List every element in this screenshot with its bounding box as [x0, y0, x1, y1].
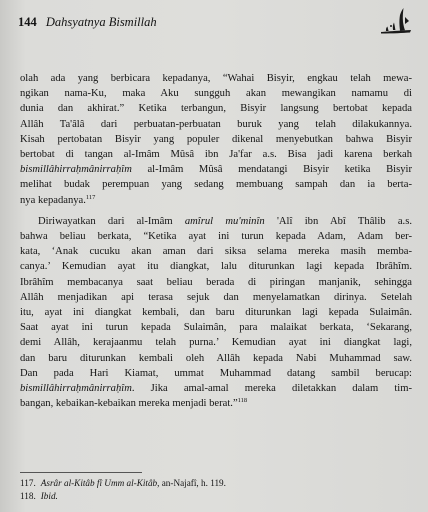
page-header — [18, 15, 157, 30]
text-line: olah ada yang berbicara kepadanya, “Wahai Bisyir, engkau telah mewa- — [20, 73, 412, 84]
body-text — [20, 71, 412, 411]
text-line: demi Allâh, kerajaanmu telah purna.’ Kemudian ayat ini diangkat lagi, — [20, 337, 412, 349]
text-line — [20, 214, 412, 229]
footnote-source: Asrâr al-Kitâb fî Umm al-Kitâb — [40, 478, 158, 488]
footnote — [20, 490, 400, 503]
text-fragment: . Jika amal-amal mereka diletakkan dalam tim- — [131, 383, 412, 395]
text-line — [20, 381, 412, 396]
text-line: dan baru diturunkan kembali oleh Allâh kepada Nabi Muhammad saw. — [20, 352, 412, 364]
text-line — [20, 396, 412, 411]
text-fragment: 'Alî ibn Abî Thâlib a.s. — [264, 215, 412, 227]
text-fragment: nya kepadanya. — [20, 194, 86, 206]
page-number: 144 — [18, 15, 37, 29]
italic-phrase: bismillâhirraḥmânirraḥîm — [20, 383, 132, 395]
footnote-number: 118. — [20, 491, 36, 501]
text-line — [20, 193, 412, 208]
text-line: Allâh menjadikan api terasa sejuk dan menyelamatkan dirinya. Setelah — [20, 291, 412, 303]
text-line: kata, ‘Anak cucuku akan aman dari siksa selama mereka masih memba- — [20, 246, 412, 258]
footnote-source: Ibid. — [40, 491, 58, 501]
footnote-divider — [20, 472, 142, 473]
text-line: canya.’ Kemudian ayat itu diangkat, lalu diturunkan lagi kepada Ibrâhîm. — [20, 261, 412, 273]
calligraphy-emblem-icon — [379, 5, 413, 35]
footnote — [20, 477, 400, 490]
text-line: Allâh Ta'âlâ dari perbuatan-perbuatan buruk yang telah dilakukannya. — [20, 118, 412, 130]
text-line: ngikan nama-Ku, maka Aku sungguh akan mewangikan namamu di — [20, 88, 412, 100]
text-line: Dan pada Hari Kiamat, ummat Muhammad datang sambil berucap: — [20, 367, 412, 379]
running-title: Dahsyatnya Bismillah — [45, 15, 157, 29]
italic-phrase: amîrul mu'minîn — [184, 215, 265, 227]
text-line — [20, 162, 412, 177]
text-fragment: bangan, kebaikan-kebaikan mereka menjadi berat.” — [20, 398, 238, 410]
text-line: melihat budak perempuan yang sedang membuang sampah dan ia berta- — [20, 179, 412, 191]
text-line: Saat ayat ini turun kepada Sulaimân, para malaikat berkata, ‘Sekarang, — [20, 322, 412, 334]
text-line: bertobat di tangan al-Imâm Mûsâ ibn Ja'far a.s. Bisa jadi karena berkah — [20, 149, 412, 161]
footnote-ref: 118 — [237, 397, 248, 405]
text-line: bahwa beliau berkata, “Ketika ayat ini turun kepada Adam, Adam ber- — [20, 231, 412, 243]
text-line: dunia dan akhirat.” Ketika terbangun, Bisyir langsung bertobat kepada — [20, 103, 412, 115]
italic-phrase: bismillâhirraḥmânirraḥîm — [20, 164, 132, 176]
footnote-detail: , an-Najafî, h. 119. — [157, 478, 226, 488]
text-line: itu, ayat ini diangkat kembali, dan baru diturunkan lagi kepada Sulaimân. — [20, 307, 412, 319]
footnotes — [20, 477, 400, 503]
text-line: Ibrâhîm membacanya saat beliau berada di piringan manjanik, sehingga — [20, 276, 412, 288]
footnote-number: 117. — [20, 478, 36, 488]
text-fragment: Diriwayatkan dari al-Imâm — [38, 215, 185, 227]
text-fragment: al-Imâm Mûsâ mendatangi Bisyir ketika Bisyir — [131, 164, 412, 176]
footnote-ref: 117 — [85, 193, 96, 201]
text-line: Kisah pertobatan Bisyir yang populer dikenal menyebutkan bahwa Bisyir — [20, 133, 412, 145]
